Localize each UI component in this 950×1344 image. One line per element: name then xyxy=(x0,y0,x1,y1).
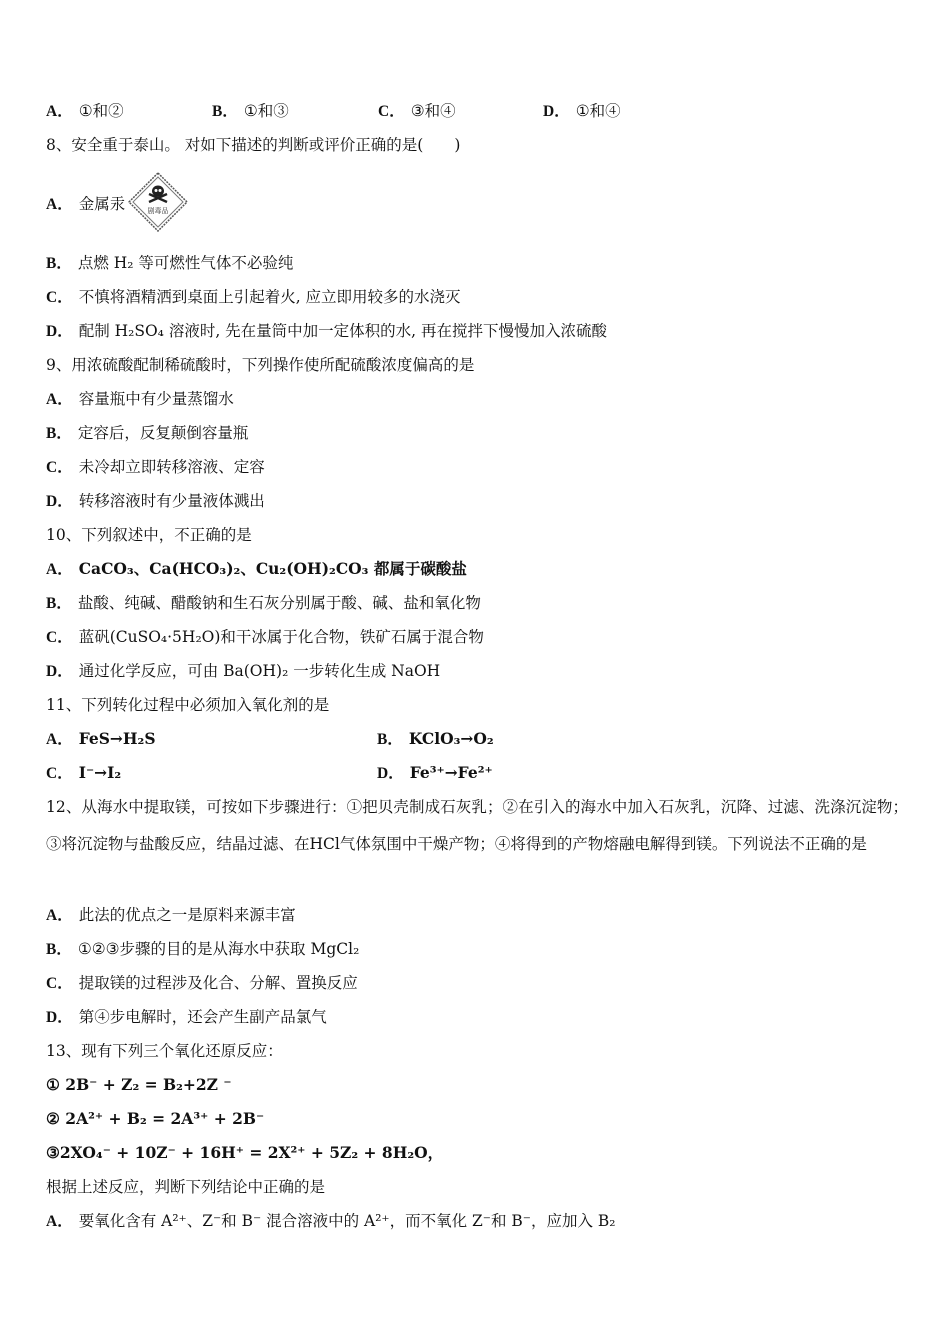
q7-option-a xyxy=(46,101,124,122)
option-text: 此法的优点之一是原料来源丰富 xyxy=(78,906,296,924)
option-label: B． xyxy=(46,941,72,958)
option-text: 未冷却立即转移溶液、定容 xyxy=(78,458,265,476)
q8-option-d xyxy=(46,321,607,342)
q7-option-b xyxy=(212,101,289,122)
option-label: A． xyxy=(46,907,73,924)
q9-stem: 9、用浓硫酸配制稀硫酸时，下列操作使所配硫酸浓度偏高的是 xyxy=(46,356,475,374)
q9-option-b xyxy=(46,423,248,444)
option-text: ①和③ xyxy=(243,102,289,120)
option-text: ③和④ xyxy=(410,102,456,120)
option-text: 第④步电解时，还会产生副产品氯气 xyxy=(78,1008,327,1026)
option-text: FeS→H₂S xyxy=(78,729,156,748)
q10-option-b xyxy=(46,593,481,614)
option-label: A． xyxy=(46,196,73,213)
option-label: D． xyxy=(46,663,73,680)
option-label: D． xyxy=(46,323,73,340)
option-label: C． xyxy=(46,765,73,782)
q13-stem: 13、现有下列三个氧化还原反应： xyxy=(46,1042,283,1060)
option-text: 金属汞 xyxy=(78,195,126,213)
option-label: A． xyxy=(46,731,73,748)
option-text: 要氧化含有 A²⁺、Z⁻和 B⁻ 混合溶液中的 A²⁺，而不氧化 Z⁻和 B⁻，应加入 B₂ xyxy=(78,1212,616,1230)
q13-reaction-1: ① 2B⁻ + Z₂ = B₂+2Z ⁻ xyxy=(46,1075,232,1094)
option-label: C． xyxy=(46,629,73,646)
q12-option-a xyxy=(46,905,296,926)
q10-option-c xyxy=(46,627,484,648)
q11-stem: 11、下列转化过程中必须加入氧化剂的是 xyxy=(46,696,330,714)
option-text: 盐酸、纯碱、醋酸钠和生石灰分别属于酸、碱、盐和氧化物 xyxy=(77,594,481,612)
option-text: ①②③步骤的目的是从海水中获取 MgCl₂ xyxy=(77,940,360,958)
option-text: 配制 H₂SO₄ 溶液时, 先在量筒中加一定体积的水, 再在搅拌下慢慢加入浓硫酸 xyxy=(78,322,608,340)
q12-stem: 12、从海水中提取镁，可按如下步骤进行：①把贝壳制成石灰乳；②在引入的海水中加入石灰乳，沉降、过滤、洗涤沉淀物；③将沉淀物与盐酸反应，结晶过滤、在HCl气体氛围中干燥产物；④将得到的产物熔融电解得到镁。下列说法不正确的是 xyxy=(46,798,908,853)
option-label: A． xyxy=(46,1213,73,1230)
option-label: C． xyxy=(46,289,73,306)
q13-reaction-3: ③2XO₄⁻ + 10Z⁻ + 16H⁺ = 2X²⁺ + 5Z₂ + 8H₂O， xyxy=(46,1143,444,1162)
option-text: 容量瓶中有少量蒸馏水 xyxy=(78,390,234,408)
q10-option-d xyxy=(46,661,440,682)
option-label: B． xyxy=(46,595,72,612)
q8-option-c xyxy=(46,287,461,308)
q13-option-a xyxy=(46,1211,616,1232)
option-text: 定容后，反复颠倒容量瓶 xyxy=(77,424,249,442)
option-label: D． xyxy=(46,1009,73,1026)
icon-label: 剧毒品 xyxy=(147,207,169,215)
option-label: C． xyxy=(46,975,73,992)
toxic-hazard-icon xyxy=(128,172,188,232)
option-label: A． xyxy=(46,103,73,120)
q13-question: 根据上述反应，判断下列结论中正确的是 xyxy=(46,1178,326,1196)
option-label: D． xyxy=(377,765,404,782)
q12-option-d xyxy=(46,1007,327,1028)
option-text: 不慎将酒精洒到桌面上引起着火, 应立即用较多的水浇灭 xyxy=(78,288,461,306)
q10-option-a xyxy=(46,559,467,580)
q11-option-a xyxy=(46,729,156,750)
option-text: 提取镁的过程涉及化合、分解、置换反应 xyxy=(78,974,358,992)
option-text: ①和④ xyxy=(575,102,621,120)
q7-option-c xyxy=(378,101,456,122)
option-text: Fe³⁺→Fe²⁺ xyxy=(409,763,493,782)
q9-option-d xyxy=(46,491,265,512)
option-label: B． xyxy=(46,255,72,272)
q11-option-c xyxy=(46,763,121,784)
option-text: 转移溶液时有少量液体溅出 xyxy=(78,492,265,510)
q7-option-d xyxy=(543,101,621,122)
option-label: B． xyxy=(46,425,72,442)
q12-option-b xyxy=(46,939,359,960)
q9-option-c xyxy=(46,457,265,478)
option-label: B． xyxy=(377,731,403,748)
option-label: A． xyxy=(46,391,73,408)
q12-option-c xyxy=(46,973,358,994)
q11-option-d xyxy=(377,763,493,784)
option-label: D． xyxy=(46,493,73,510)
option-text: 通过化学反应，可由 Ba(OH)₂ 一步转化生成 NaOH xyxy=(78,662,441,680)
option-label: D． xyxy=(543,103,570,120)
q8-option-b xyxy=(46,253,293,274)
option-text: 点燃 H₂ 等可燃性气体不必验纯 xyxy=(77,254,294,272)
q8-option-a xyxy=(46,194,125,215)
q9-option-a xyxy=(46,389,234,410)
option-label: B． xyxy=(212,103,238,120)
option-label: C． xyxy=(46,459,73,476)
q10-stem: 10、下列叙述中，不正确的是 xyxy=(46,526,252,544)
option-text: 蓝矾(CuSO₄·5H₂O)和干冰属于化合物，铁矿石属于混合物 xyxy=(78,628,484,646)
q8-stem: 8、安全重于泰山。 对如下描述的判断或评价正确的是( ) xyxy=(46,136,461,154)
option-text: ①和② xyxy=(78,102,124,120)
option-text: CaCO₃、Ca(HCO₃)₂、Cu₂(OH)₂CO₃ 都属于碳酸盐 xyxy=(78,559,467,578)
option-label: C． xyxy=(378,103,405,120)
option-label: A． xyxy=(46,561,73,578)
q11-option-b xyxy=(377,729,494,750)
q13-reaction-2: ② 2A²⁺ + B₂ = 2A³⁺ + 2B⁻ xyxy=(46,1109,265,1128)
option-text: KClO₃→O₂ xyxy=(408,729,494,748)
option-text: I⁻→I₂ xyxy=(78,763,122,782)
